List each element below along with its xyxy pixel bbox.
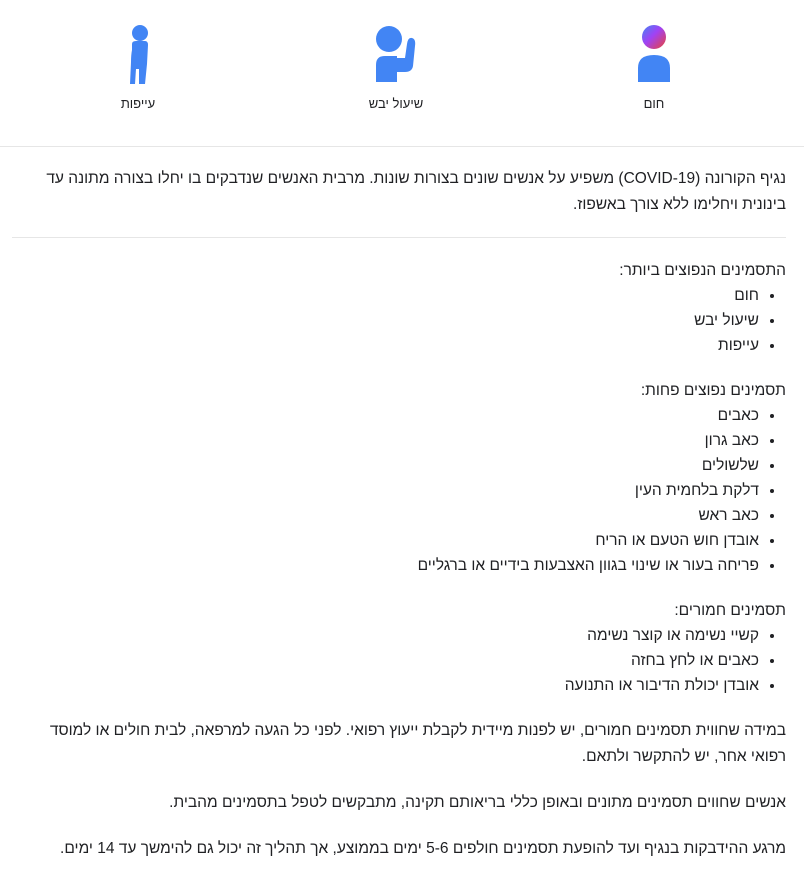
symptom-label: עייפות xyxy=(120,96,156,111)
symptom-dry-cough xyxy=(316,22,476,111)
serious-symptoms-list xyxy=(14,623,786,698)
serious-symptoms-title: תסמינים חמורים: xyxy=(674,602,786,619)
home-care-paragraph: אנשים שחווים תסמינים מתונים ובאופן כללי בריאותם תקינה, מתבקשים לטפל בתסמינים מהבית. xyxy=(169,794,786,811)
fatigue-icon xyxy=(123,22,153,84)
symptom-label: שיעול יבש xyxy=(368,96,424,111)
intro-text: נגיף הקורונה (COVID-19) משפיע על אנשים שונים בצורות שונות. מרבית האנשים שנדבקים בו יחלו בצורה מתונה עד בינונית ויחלימו ללא צורך באשפוז. xyxy=(46,170,786,213)
fever-icon xyxy=(632,22,676,84)
common-symptoms-list xyxy=(14,283,786,358)
list-item: • כאב גרון xyxy=(14,428,759,453)
incubation-paragraph: מרגע ההידבקות בנגיף ועד להופעת תסמינים חולפים 5-6 ימים בממוצע, אך תהליך זה יכול גם להימשך עד 14 ימים. xyxy=(60,840,786,857)
list-item: • עייפות xyxy=(14,333,759,358)
list-item: • שיעול יבש xyxy=(14,308,759,333)
medical-advice-paragraph: במידה שחווית תסמינים חמורים, יש לפנות מיידית לקבלת ייעוץ רפואי. לפני כל הגעה למרפאה, לבית חולים או למוסד רפואי אחר, יש להתקשר ולתאם. xyxy=(49,722,786,765)
list-item: • קשיי נשימה או קוצר נשימה xyxy=(14,623,759,648)
symptom-label: חום xyxy=(643,96,665,111)
list-item: • פריחה בעור או שינוי בגוון האצבעות בידיים או ברגליים xyxy=(14,553,759,578)
symptom-icons-row xyxy=(0,0,804,147)
list-item: • כאבים או לחץ בחזה xyxy=(14,648,759,673)
common-symptoms-title: התסמינים הנפוצים ביותר: xyxy=(619,262,786,279)
less-common-symptoms-title: תסמינים נפוצים פחות: xyxy=(640,382,786,399)
list-item: • חום xyxy=(14,283,759,308)
list-item: • דלקת בלחמית העין xyxy=(14,478,759,503)
list-item: • כאב ראש xyxy=(14,503,759,528)
list-item: • שלשולים xyxy=(14,453,759,478)
list-item: • אובדן יכולת הדיבור או התנועה xyxy=(14,673,759,698)
symptom-fatigue xyxy=(58,22,218,111)
symptom-fever xyxy=(574,22,734,111)
divider xyxy=(12,237,786,238)
less-common-symptoms-list xyxy=(14,403,786,578)
list-item: • אובדן חוש הטעם או הריח xyxy=(14,528,759,553)
main-content xyxy=(14,258,786,882)
list-item: • כאבים xyxy=(14,403,759,428)
dry-cough-icon xyxy=(373,22,419,84)
